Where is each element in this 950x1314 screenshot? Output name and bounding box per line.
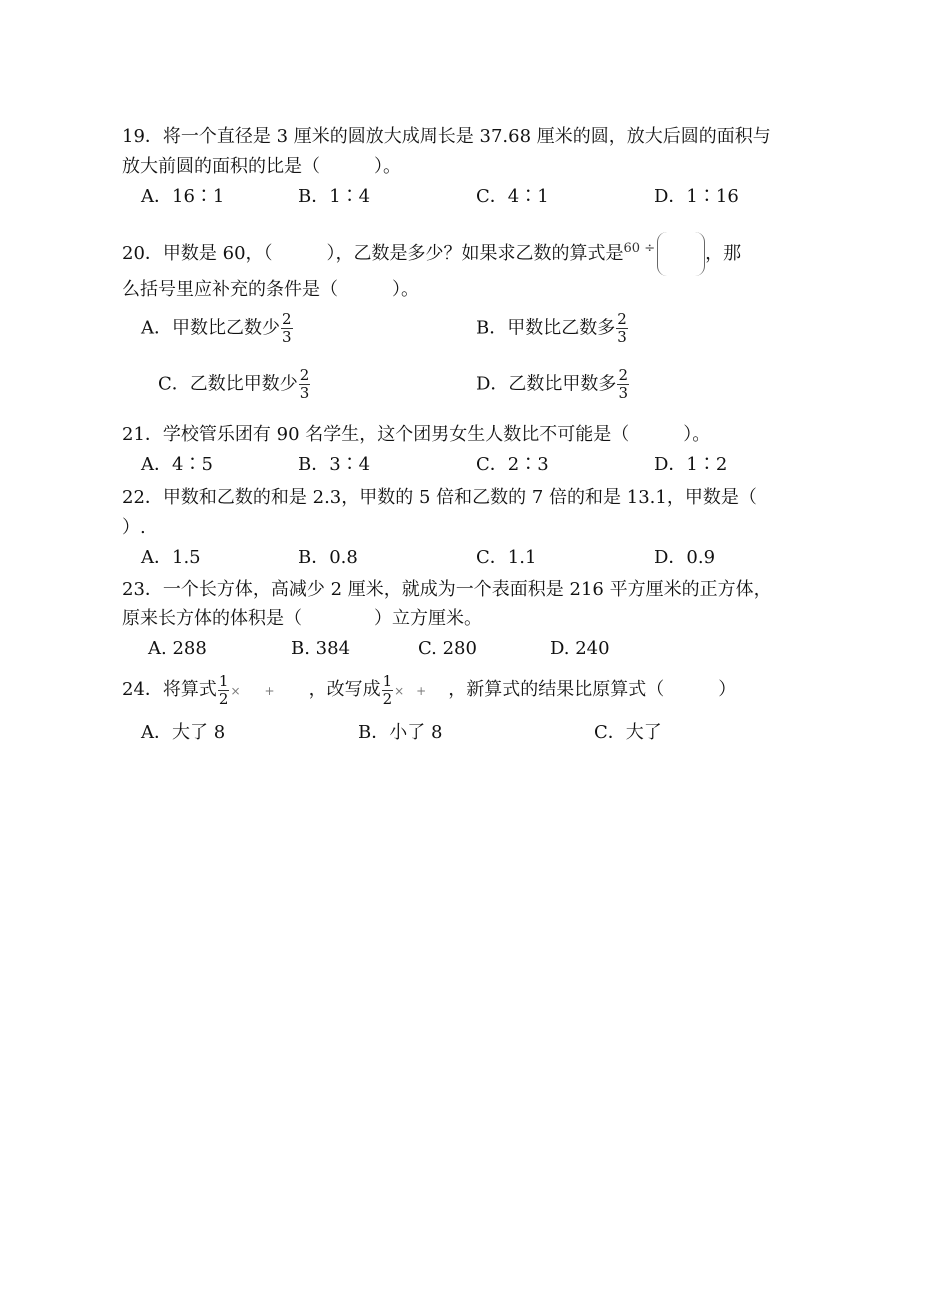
- q20-option-c-text: C．乙数比甲数少: [158, 373, 298, 395]
- q24-middle-text: ，改写成: [308, 679, 381, 700]
- q23-option-b: B. 384: [291, 638, 351, 659]
- q19-line1: 19．将一个直径是 3 厘米的圆放大成周长是 37.68 厘米的圆，放大后圆的面积与: [122, 126, 771, 147]
- q20-line1-text: 20．甲数是 60，（ ），乙数是多少？如果求乙数的算式是: [122, 243, 624, 264]
- q24-fraction-1: [218, 671, 230, 708]
- q20-option-c-fraction: [299, 368, 311, 401]
- q20-option-c: [158, 368, 311, 401]
- fraction-numerator: 2: [282, 310, 292, 328]
- fraction-denominator: 2: [382, 689, 393, 708]
- fraction-denominator: 2: [218, 689, 229, 708]
- q20-option-b: [476, 312, 629, 345]
- fraction-numerator: 1: [218, 671, 229, 690]
- q20-expression: 60 ÷: [623, 241, 656, 256]
- q21-option-d: D．1∶2: [654, 454, 728, 475]
- q20-option-b-fraction: [616, 312, 628, 345]
- q20-option-d-text: D．乙数比甲数多: [476, 373, 617, 395]
- q20-option-a: [141, 312, 294, 345]
- q20-blank-parenthesis: [657, 232, 705, 276]
- fraction-denominator: 3: [617, 328, 627, 346]
- q19-option-a: A．16∶1: [141, 186, 225, 207]
- q20-line1: [122, 232, 741, 276]
- q24-expression-1: × +: [230, 684, 275, 698]
- q21-option-a: A．4∶5: [141, 454, 213, 475]
- q24-line1: [122, 672, 736, 709]
- q23-option-d: D. 240: [550, 638, 610, 659]
- fraction-numerator: 2: [299, 366, 310, 384]
- q22-option-d: D．0.9: [654, 547, 716, 568]
- q20-option-b-text: B．甲数比乙数多: [476, 317, 616, 339]
- fraction-denominator: 3: [299, 384, 310, 402]
- q23-option-a: A. 288: [148, 638, 207, 659]
- q23-line2: 原来长方体的体积是（ ）立方厘米。: [122, 608, 482, 629]
- q22-option-b: B．0.8: [298, 547, 358, 568]
- fraction-numerator: 2: [617, 310, 627, 328]
- fraction-numerator: 2: [618, 366, 628, 384]
- q24-expression-2: × +: [394, 684, 427, 698]
- q19-option-b: B．1∶4: [298, 186, 371, 207]
- fraction-numerator: 1: [382, 671, 393, 690]
- q23-line1: 23．一个长方体，高减少 2 厘米，就成为一个表面积是 216 平方厘米的正方体，: [122, 579, 772, 600]
- q20-option-d-fraction: [617, 368, 629, 401]
- q19-line2: 放大前圆的面积的比是（ ）。: [122, 156, 401, 177]
- q20-line1-tail: ，那: [705, 243, 742, 264]
- fraction-denominator: 3: [282, 328, 292, 346]
- q21-option-b: B．3∶4: [298, 454, 371, 475]
- q24-option-c: C．大了: [594, 722, 662, 743]
- q20-option-a-fraction: [281, 312, 293, 345]
- q21-line1: 21．学校管乐团有 90 名学生，这个团男女生人数比不可能是（ ）。: [122, 424, 711, 445]
- q20-option-d: [476, 368, 630, 401]
- q22-line1: 22．甲数和乙数的和是 2.3，甲数的 5 倍和乙数的 7 倍的和是 13.1，甲数是（: [122, 487, 757, 508]
- q24-prefix: 24．将算式: [122, 679, 217, 700]
- q19-option-c: C．4∶1: [476, 186, 549, 207]
- q24-option-b: B．小了 8: [358, 722, 443, 743]
- q19-option-d: D．1∶16: [654, 186, 739, 207]
- q24-option-a: A．大了 8: [141, 722, 226, 743]
- q22-option-a: A．1.5: [141, 547, 201, 568]
- q20-line2: 么括号里应补充的条件是（ ）。: [122, 279, 419, 300]
- q23-option-c: C. 280: [418, 638, 477, 659]
- q22-line2: ）.: [122, 517, 146, 538]
- q24-fraction-2: [382, 671, 394, 708]
- fraction-denominator: 3: [618, 384, 628, 402]
- q20-option-a-text: A．甲数比乙数少: [141, 317, 280, 339]
- q24-suffix: ，新算式的结果比原算式（ ）: [448, 679, 737, 700]
- q21-option-c: C．2∶3: [476, 454, 549, 475]
- q22-option-c: C．1.1: [476, 547, 537, 568]
